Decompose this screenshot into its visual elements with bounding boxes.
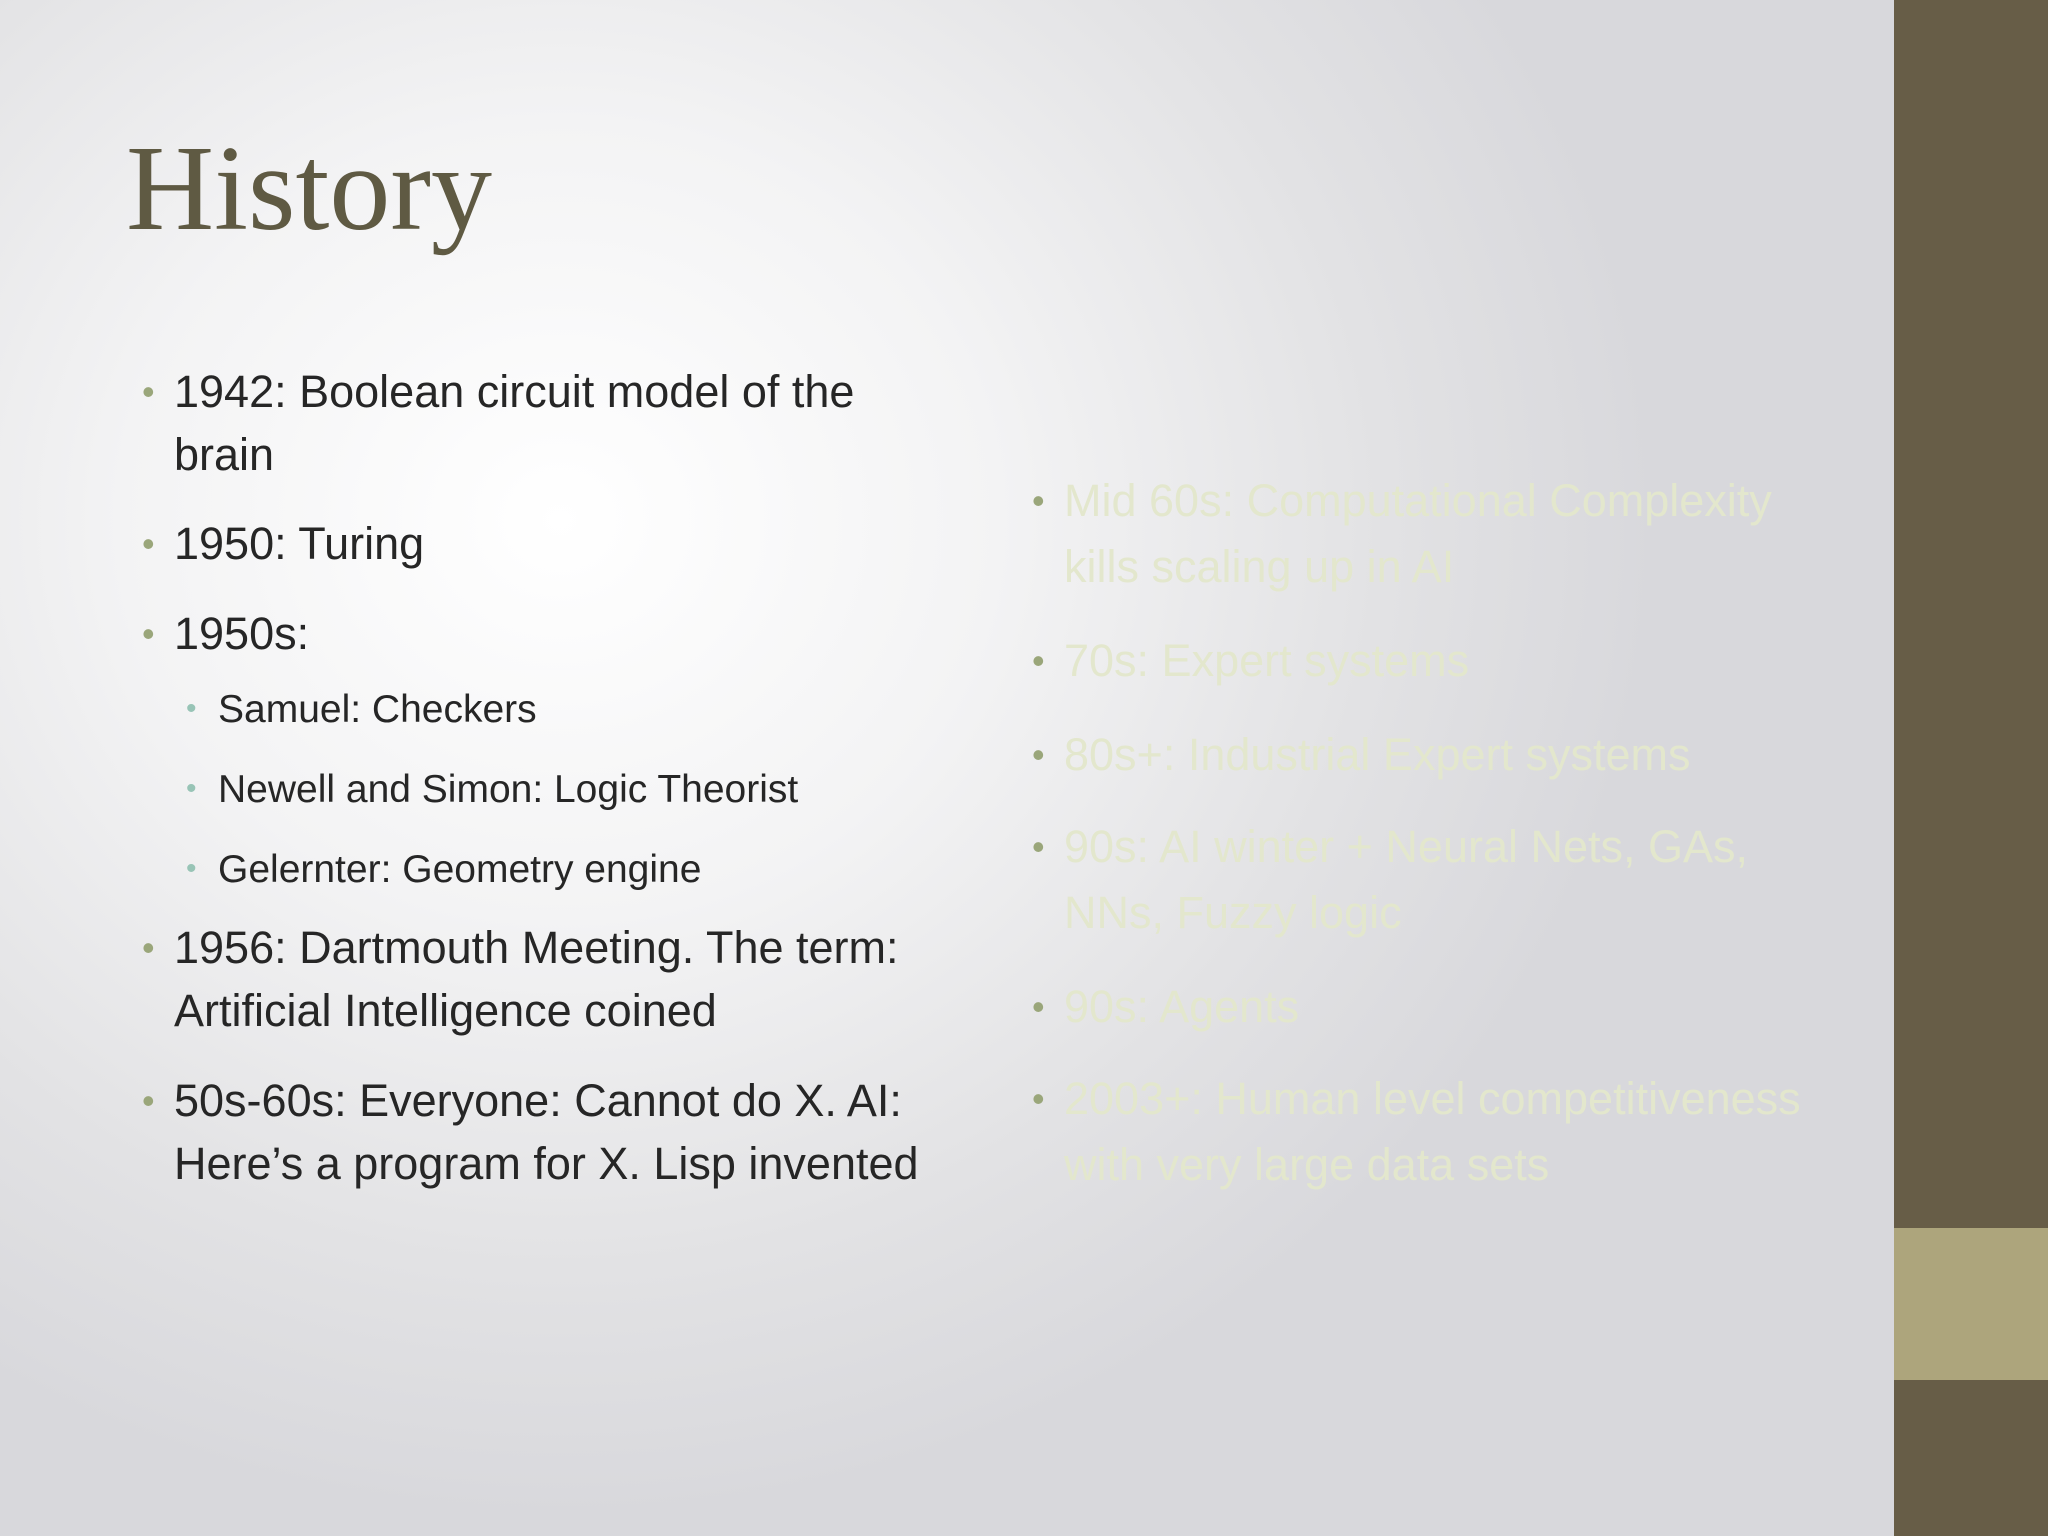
bullet-dot-icon: •: [142, 371, 155, 412]
bullet-dot-icon: •: [142, 1080, 155, 1121]
bullet-item: [142, 1069, 934, 1195]
faded-bullet-item: [1032, 814, 1824, 974]
sub-bullet-item: [186, 764, 934, 844]
sub-bullet-dot-icon: •: [186, 852, 197, 885]
left-bullet-list: [142, 360, 934, 1195]
bullet-dot-icon: •: [142, 927, 155, 968]
slide-title: History: [126, 121, 492, 256]
bullet-text: 90s: AI winter + Neural Nets, GAs, NNs, Fuzzy logic: [1064, 821, 1749, 938]
bullet-text: 2003+: Human level competitiveness with very large data sets: [1064, 1073, 1801, 1190]
sub-bullet-text: Samuel: Checkers: [218, 688, 537, 731]
bullet-text: 90s: Agents: [1064, 981, 1300, 1032]
right-bullet-list: [1032, 468, 1824, 1198]
faded-bullet-item: [1032, 974, 1824, 1066]
bullet-item: [142, 512, 934, 602]
bullet-dot-icon: •: [142, 523, 155, 564]
bullet-text: 70s: Expert systems: [1064, 635, 1470, 686]
sub-bullet-dot-icon: •: [186, 772, 197, 805]
bullet-text: 1956: Dartmouth Meeting. The term: Artificial Intelligence coined: [174, 922, 899, 1036]
bullet-text: 1942: Boolean circuit model of the brain: [174, 366, 855, 480]
faded-bullet-item: [1032, 722, 1824, 814]
bullet-dot-icon: •: [1032, 986, 1045, 1027]
bullet-text: 1950: Turing: [174, 518, 425, 569]
bullet-dot-icon: •: [1032, 640, 1045, 681]
sub-bullet-text: Gelernter: Geometry engine: [218, 848, 702, 891]
sub-bullet-item: [186, 684, 934, 764]
bullet-text: Mid 60s: Computational Complexity kills scaling up in AI: [1064, 475, 1772, 592]
sub-bullet-item: [186, 844, 934, 916]
sidebar-accent: [1894, 1228, 2048, 1380]
bullet-text: 50s-60s: Everyone: Cannot do X. AI: Here’s a program for X. Lisp invented: [174, 1075, 919, 1189]
bullet-dot-icon: •: [1032, 480, 1045, 521]
faded-bullet-item: [1032, 468, 1824, 628]
bullet-item: [142, 602, 934, 684]
bullet-dot-icon: •: [1032, 1078, 1045, 1119]
sub-bullet-text: Newell and Simon: Logic Theorist: [218, 768, 799, 811]
bullet-dot-icon: •: [1032, 734, 1045, 775]
bullet-dot-icon: •: [1032, 826, 1045, 867]
bullet-item: [142, 360, 934, 512]
faded-bullet-item: [1032, 1066, 1824, 1198]
bullet-dot-icon: •: [142, 613, 155, 654]
bullet-text: 80s+: Industrial Expert systems: [1064, 729, 1691, 780]
bullet-text: 1950s:: [174, 608, 310, 659]
sub-bullet-dot-icon: •: [186, 692, 197, 725]
bullet-item: [142, 916, 934, 1069]
faded-bullet-item: [1032, 628, 1824, 722]
